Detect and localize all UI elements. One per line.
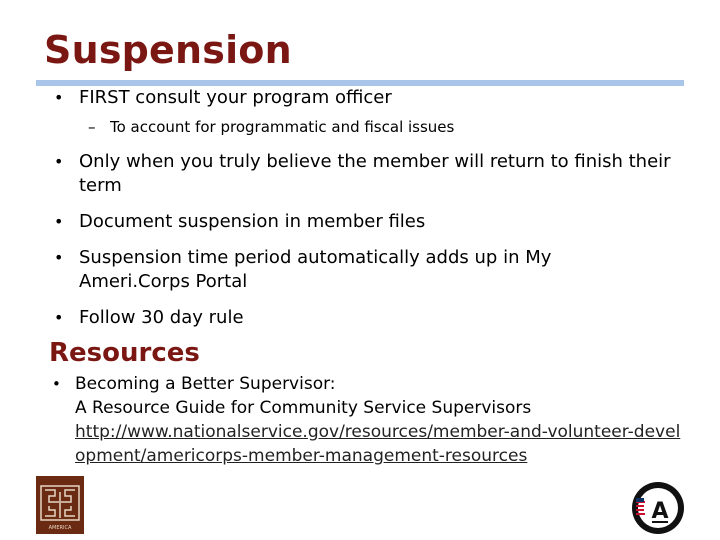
bullet-item <box>52 150 702 198</box>
svg-text:A: A <box>651 499 669 524</box>
pattern-logo-caption: AMERICA <box>48 525 72 531</box>
bullet-item <box>52 86 454 138</box>
bullet-text: • Follow 30 day rule <box>52 306 244 330</box>
resource-item <box>50 372 710 468</box>
sub-bullet-text: – To account for programmatic and fiscal issues <box>52 116 454 138</box>
resource-line-2: A Resource Guide for Community Service Supervisors <box>75 398 532 418</box>
slide-title: Suspension <box>44 28 292 72</box>
bullet-text: • FIRST consult your program officer <box>52 86 454 110</box>
bullet-text: • Document suspension in member files <box>52 210 425 234</box>
resource-line-1: • Becoming a Better Supervisor: <box>75 374 336 394</box>
bullet-item <box>52 306 244 330</box>
resources-list <box>50 372 710 468</box>
bullet-text: • Suspension time period automatically adds up in My Ameri.Corps Portal <box>52 246 642 294</box>
bullet-text: • Only when you truly believe the member will return to finish their term <box>52 150 702 198</box>
pattern-logo-icon <box>36 476 84 534</box>
bullet-item <box>52 246 642 294</box>
bullet-item <box>52 210 425 234</box>
resource-link[interactable]: http://www.nationalservice.gov/resources/member-and-volunteer-development/americorps-member-management-resources <box>75 422 681 466</box>
resources-heading: Resources <box>49 338 200 368</box>
americorps-logo-icon <box>630 480 686 536</box>
